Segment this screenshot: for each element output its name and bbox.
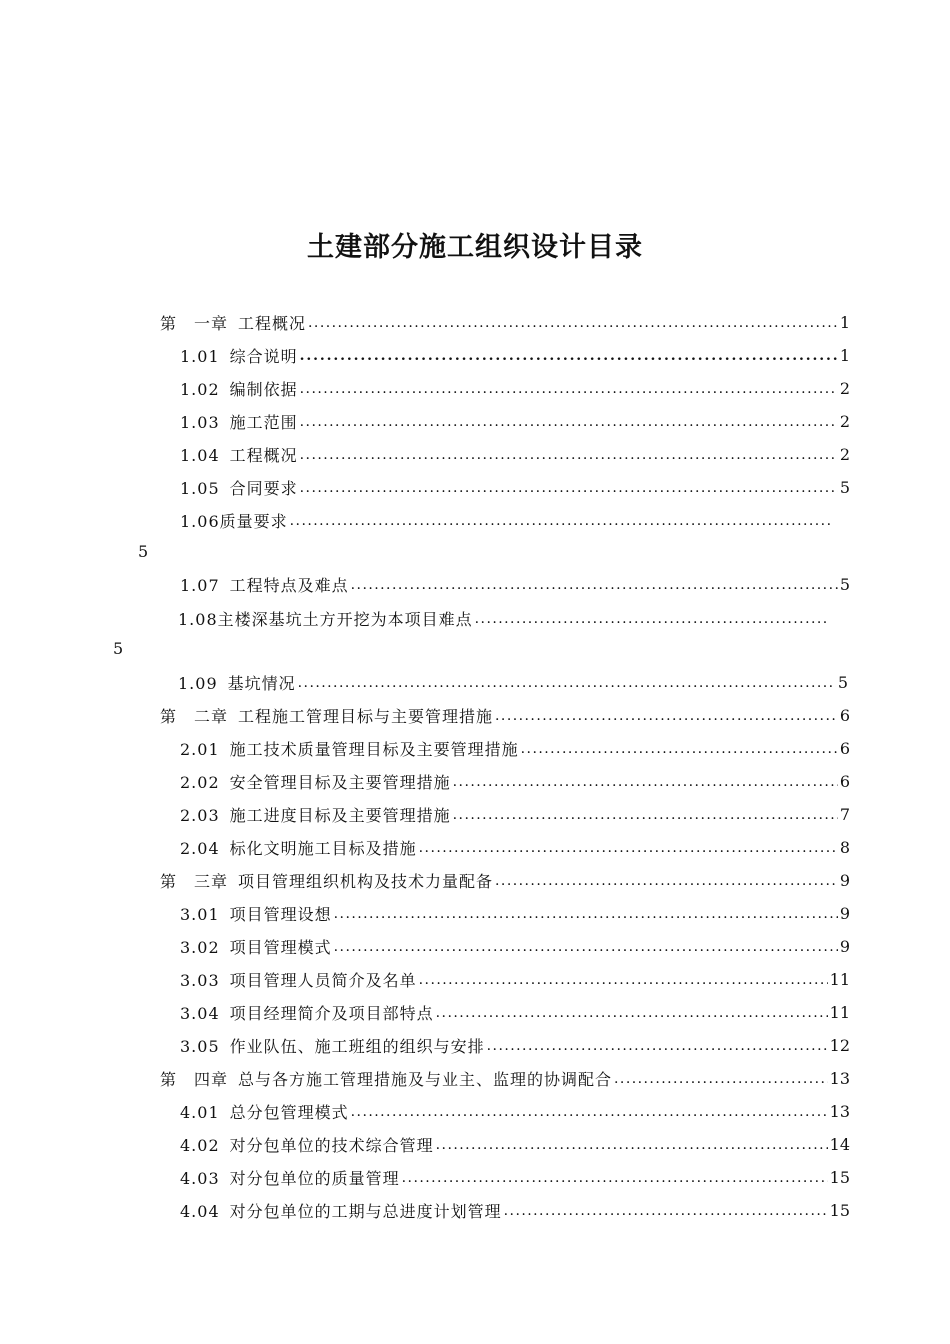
toc-entry[interactable] [180, 1161, 850, 1194]
toc-entry[interactable] [180, 732, 850, 765]
entry-title: 作业队伍、施工班组的组织与安排 [229, 1037, 485, 1056]
entry-page-number: 9 [839, 937, 850, 956]
dot-leader [351, 1102, 828, 1122]
dot-leader [453, 805, 838, 825]
entry-number: 4.02 [180, 1136, 220, 1155]
toc-entry[interactable] [180, 1128, 850, 1161]
entry-number: 3.03 [180, 971, 220, 990]
entry-page-number: 9 [839, 871, 850, 890]
entry-title: 合同要求 [229, 479, 298, 498]
entry-page-number: 2 [839, 445, 850, 464]
dot-leader [300, 445, 838, 465]
entry-title: 施工技术质量管理目标及主要管理措施 [229, 740, 519, 759]
toc-entry[interactable] [180, 405, 850, 438]
entry-title: 主楼深基坑土方开挖为本项目难点 [217, 610, 473, 629]
entry-title: 总分包管理模式 [229, 1103, 349, 1122]
dot-leader [436, 1003, 828, 1023]
dot-leader [521, 739, 838, 759]
dot-leader [300, 379, 838, 399]
entry-title: 对分包单位的技术综合管理 [229, 1136, 434, 1155]
entry-title: 对分包单位的工期与总进度计划管理 [229, 1202, 502, 1221]
entry-page-number: 1 [839, 346, 850, 365]
toc-entry[interactable] [178, 602, 830, 635]
entry-page-number: 11 [829, 1003, 850, 1022]
toc-entry[interactable] [180, 963, 850, 996]
toc-entry[interactable] [180, 930, 850, 963]
entry-page-number: 6 [839, 739, 850, 758]
entry-number: 2.03 [180, 806, 220, 825]
entry-page-number: 13 [829, 1102, 850, 1121]
entry-title: 项目管理人员简介及名单 [229, 971, 417, 990]
entry-number: 3.04 [180, 1004, 220, 1023]
entry-page-number: 12 [829, 1036, 850, 1055]
dot-leader [290, 511, 830, 531]
toc-entry[interactable] [180, 996, 850, 1029]
entry-title: 编制依据 [229, 380, 298, 399]
toc-entry[interactable] [180, 1194, 850, 1227]
entry-title: 工程概况 [229, 446, 298, 465]
entry-page-number: 7 [839, 805, 850, 824]
entry-number: 1.06 [180, 512, 220, 531]
entry-title: 工程施工管理目标与主要管理措施 [238, 707, 494, 726]
entry-title: 综合说明 [229, 347, 298, 366]
dot-leader [351, 575, 838, 595]
toc-entry[interactable] [180, 568, 850, 601]
toc-entry[interactable] [180, 339, 850, 372]
entry-number: 第 四章 [160, 1070, 229, 1089]
entry-title: 标化文明施工目标及措施 [229, 839, 417, 858]
entry-page-number: 6 [839, 706, 850, 725]
entry-number: 4.04 [180, 1202, 220, 1221]
entry-title: 施工范围 [229, 413, 298, 432]
entry-number: 2.01 [180, 740, 220, 759]
entry-title: 工程概况 [238, 314, 307, 333]
toc-entry[interactable] [180, 372, 850, 405]
toc-entry[interactable] [160, 699, 850, 732]
dot-leader [419, 970, 828, 990]
entry-title: 基坑情况 [227, 674, 296, 693]
entry-title: 项目经理简介及项目部特点 [229, 1004, 434, 1023]
document-title: 土建部分施工组织设计目录 [307, 232, 643, 263]
toc-entry[interactable] [180, 831, 850, 864]
dot-leader [475, 609, 828, 629]
entry-number: 1.01 [180, 347, 220, 366]
entry-page-number: 15 [829, 1201, 850, 1220]
entry-page-number: 11 [829, 970, 850, 989]
toc-entry[interactable] [180, 471, 850, 504]
dot-leader [495, 706, 838, 726]
entry-page-number: 15 [829, 1168, 850, 1187]
entry-number: 1.09 [178, 674, 218, 693]
dot-leader [504, 1201, 828, 1221]
entry-title: 施工进度目标及主要管理措施 [229, 806, 451, 825]
dot-leader [300, 412, 838, 432]
entry-page-number: 5 [839, 478, 850, 497]
entry-number: 第 二章 [160, 707, 229, 726]
toc-entry[interactable] [180, 504, 832, 537]
toc-entry[interactable] [178, 666, 848, 699]
entry-number: 4.03 [180, 1169, 220, 1188]
entry-page-number: 5 [138, 542, 149, 561]
dot-leader [300, 346, 838, 366]
entry-number: 4.01 [180, 1103, 220, 1122]
entry-number: 3.05 [180, 1037, 220, 1056]
dot-leader [334, 937, 838, 957]
entry-page-number: 9 [839, 904, 850, 923]
entry-page-number: 5 [837, 673, 848, 692]
entry-number: 2.02 [180, 773, 220, 792]
entry-number: 1.02 [180, 380, 220, 399]
entry-title: 安全管理目标及主要管理措施 [229, 773, 451, 792]
entry-page-number: 14 [829, 1135, 850, 1154]
entry-page-number: 13 [829, 1069, 850, 1088]
entry-number: 第 三章 [160, 872, 229, 891]
entry-title: 项目管理设想 [229, 905, 332, 924]
entry-number: 2.04 [180, 839, 220, 858]
entry-number: 1.03 [180, 413, 220, 432]
dot-leader [334, 904, 838, 924]
toc-entry[interactable] [180, 897, 850, 930]
entry-number: 3.01 [180, 905, 220, 924]
entry-title: 总与各方施工管理措施及与业主、监理的协调配合 [238, 1070, 613, 1089]
entry-page-number: 2 [839, 379, 850, 398]
toc-entry[interactable] [160, 306, 850, 339]
dot-leader [419, 838, 838, 858]
toc-entry[interactable] [180, 1029, 850, 1062]
entry-page-number: 1 [839, 313, 850, 332]
entry-page-number: 2 [839, 412, 850, 431]
entry-title: 质量要求 [219, 512, 288, 531]
entry-page-number: 5 [839, 575, 850, 594]
toc-entry[interactable] [160, 1062, 850, 1095]
dot-leader [298, 673, 836, 693]
entry-title: 工程特点及难点 [229, 576, 349, 595]
entry-number: 第 一章 [160, 314, 229, 333]
entry-title: 项目管理模式 [229, 938, 332, 957]
toc-entry[interactable] [180, 438, 850, 471]
dot-leader [300, 478, 838, 498]
entry-number: 1.08 [178, 610, 218, 629]
toc-entry[interactable] [180, 798, 850, 831]
toc-entry[interactable] [160, 864, 850, 897]
dot-leader [487, 1036, 828, 1056]
entry-number: 1.05 [180, 479, 220, 498]
dot-leader [614, 1069, 828, 1089]
dot-leader [308, 313, 838, 333]
toc-entry[interactable] [180, 1095, 850, 1128]
entry-page-number: 8 [839, 838, 850, 857]
entry-page-number: 6 [839, 772, 850, 791]
entry-number: 3.02 [180, 938, 220, 957]
entry-title: 对分包单位的质量管理 [229, 1169, 400, 1188]
toc-entry[interactable] [180, 765, 850, 798]
dot-leader [402, 1168, 828, 1188]
entry-title: 项目管理组织机构及技术力量配备 [238, 872, 494, 891]
dot-leader [453, 772, 838, 792]
entry-number: 1.04 [180, 446, 220, 465]
entry-number: 1.07 [180, 576, 220, 595]
dot-leader [436, 1135, 828, 1155]
dot-leader [495, 871, 838, 891]
entry-page-number: 5 [113, 639, 124, 658]
